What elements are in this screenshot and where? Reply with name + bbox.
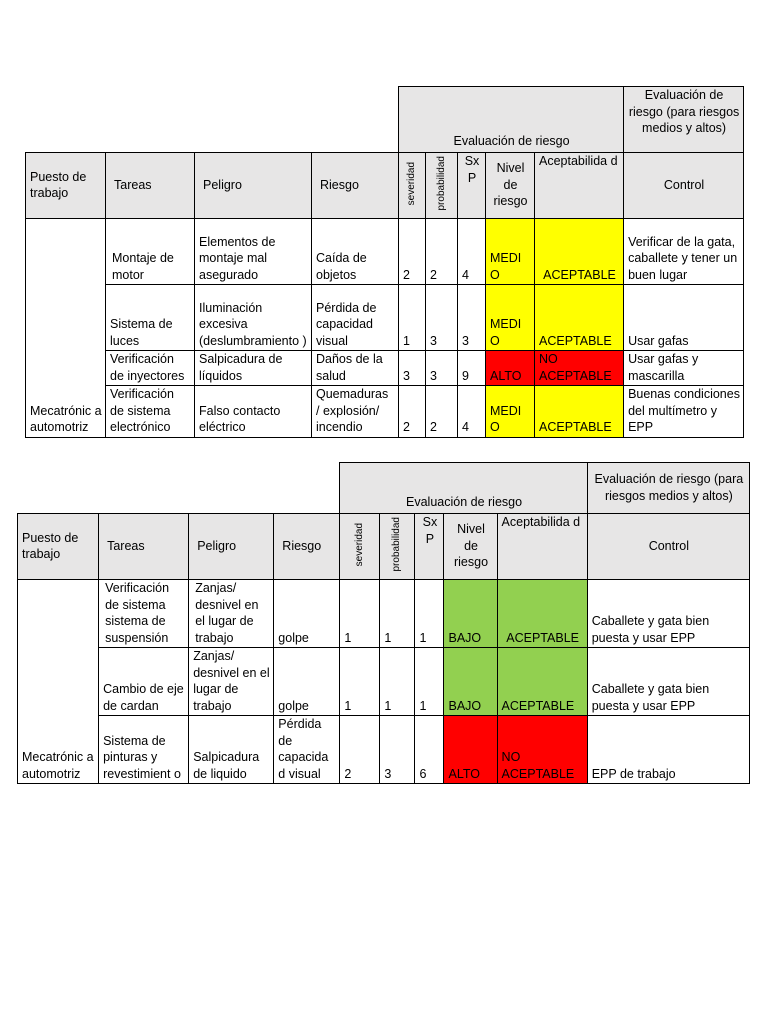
col-sxp-header: Sx P <box>415 514 444 580</box>
riesgo-cell: Pérdida de capacidad visual <box>312 285 399 351</box>
tarea-cell: Sistema de luces <box>106 285 195 351</box>
aceptabilidad-cell: ACEPTABLE <box>497 648 587 716</box>
riesgo-cell: Daños de la salud <box>312 351 399 386</box>
probabilidad-cell: 3 <box>426 285 458 351</box>
peligro-cell: Salpicadura de liquido <box>189 716 274 784</box>
col-riesgo-header: Riesgo <box>274 514 340 580</box>
control-cell: Usar gafas y mascarilla <box>624 351 744 386</box>
aceptabilidad-cell: NO ACEPTABLE <box>535 351 624 386</box>
col-puesto-header: Puesto de trabajo <box>18 514 99 580</box>
control-cell: Usar gafas <box>624 285 744 351</box>
sxp-cell: 6 <box>415 716 444 784</box>
col-sxp-header: Sx P <box>458 153 486 219</box>
aceptabilidad-cell: ACEPTABLE <box>535 285 624 351</box>
peligro-cell: Falso contacto eléctrico <box>195 386 312 438</box>
aceptabilidad-cell: NO ACEPTABLE <box>497 716 587 784</box>
risk-table-1 <box>25 86 744 438</box>
peligro-cell: Salpicadura de líquidos <box>195 351 312 386</box>
col-nivel-header: Nivel de riesgo <box>486 153 535 219</box>
nivel-cell: ALTO <box>444 716 497 784</box>
evaluation-header: Evaluación de riesgo <box>399 87 624 153</box>
col-aceptabilidad-header: Aceptabilida d <box>535 153 624 219</box>
riesgo-cell: Caída de objetos <box>312 219 399 285</box>
peligro-cell: Zanjas/ desnivel en el lugar de trabajo <box>189 580 274 648</box>
tarea-cell: Montaje de motor <box>106 219 195 285</box>
table-row <box>18 580 750 648</box>
table-row <box>26 285 744 351</box>
severidad-cell: 2 <box>340 716 380 784</box>
control-cell: EPP de trabajo <box>587 716 749 784</box>
col-control-header: Control <box>624 153 744 219</box>
col-severidad-header: severidad <box>340 514 380 580</box>
nivel-cell: ALTO <box>486 351 535 386</box>
col-aceptabilidad-header: Aceptabilida d <box>497 514 587 580</box>
sxp-cell: 3 <box>458 285 486 351</box>
control-cell: Caballete y gata bien puesta y usar EPP <box>587 648 749 716</box>
evaluation-medium-high-header: Evaluación de riesgo (para riesgos medios y altos) <box>587 463 749 514</box>
tarea-cell: Verificación de inyectores <box>106 351 195 386</box>
col-nivel-header: Nivel de riesgo <box>444 514 497 580</box>
peligro-cell: Elementos de montaje mal asegurado <box>195 219 312 285</box>
riesgo-cell: golpe <box>274 580 340 648</box>
aceptabilidad-cell: ACEPTABLE <box>535 386 624 438</box>
probabilidad-cell: 2 <box>426 219 458 285</box>
tarea-cell: Cambio de eje de cardan <box>99 648 189 716</box>
nivel-cell: MEDI O <box>486 285 535 351</box>
peligro-cell: Iluminación excesiva (deslumbramiento ) <box>195 285 312 351</box>
col-probabilidad-header: probabilidad <box>380 514 415 580</box>
col-peligro-header: Peligro <box>195 153 312 219</box>
risk-table-2 <box>17 462 750 784</box>
control-cell: Verificar de la gata, caballete y tener un buen lugar <box>624 219 744 285</box>
evaluation-header: Evaluación de riesgo <box>340 463 587 514</box>
severidad-cell: 1 <box>399 285 426 351</box>
col-severidad-header: severidad <box>399 153 426 219</box>
evaluation-medium-high-header: Evaluación de riesgo (para riesgos medios y altos) <box>624 87 744 153</box>
table-row <box>18 648 750 716</box>
col-riesgo-header: Riesgo <box>312 153 399 219</box>
probabilidad-cell: 1 <box>380 648 415 716</box>
aceptabilidad-cell: ACEPTABLE <box>497 580 587 648</box>
col-tareas-header: Tareas <box>99 514 189 580</box>
probabilidad-cell: 3 <box>426 351 458 386</box>
riesgo-cell: Quemaduras / explosión/ incendio <box>312 386 399 438</box>
probabilidad-cell: 1 <box>380 580 415 648</box>
sxp-cell: 4 <box>458 219 486 285</box>
sxp-cell: 1 <box>415 648 444 716</box>
nivel-cell: MEDI O <box>486 386 535 438</box>
severidad-cell: 2 <box>399 219 426 285</box>
table-row <box>26 351 744 386</box>
aceptabilidad-cell: ACEPTABLE <box>535 219 624 285</box>
nivel-cell: BAJO <box>444 580 497 648</box>
col-control-header: Control <box>587 514 749 580</box>
tarea-cell: Sistema de pinturas y revestimient o <box>99 716 189 784</box>
severidad-cell: 1 <box>340 648 380 716</box>
severidad-cell: 1 <box>340 580 380 648</box>
col-probabilidad-header: probabilidad <box>426 153 458 219</box>
col-peligro-header: Peligro <box>189 514 274 580</box>
probabilidad-cell: 3 <box>380 716 415 784</box>
puesto-cell: Mecatrónic a automotriz <box>18 580 99 784</box>
control-cell: Buenas condiciones del multímetro y EPP <box>624 386 744 438</box>
sxp-cell: 4 <box>458 386 486 438</box>
tarea-cell: Verificación de sistema electrónico <box>106 386 195 438</box>
riesgo-cell: golpe <box>274 648 340 716</box>
nivel-cell: MEDI O <box>486 219 535 285</box>
table-row <box>26 386 744 438</box>
tarea-cell: Verificación de sistema sistema de suspensión <box>99 580 189 648</box>
probabilidad-cell: 2 <box>426 386 458 438</box>
severidad-cell: 3 <box>399 351 426 386</box>
sxp-cell: 1 <box>415 580 444 648</box>
sxp-cell: 9 <box>458 351 486 386</box>
table-row <box>26 219 744 285</box>
col-tareas-header: Tareas <box>106 153 195 219</box>
control-cell: Caballete y gata bien puesta y usar EPP <box>587 580 749 648</box>
table-row <box>18 716 750 784</box>
nivel-cell: BAJO <box>444 648 497 716</box>
severidad-cell: 2 <box>399 386 426 438</box>
peligro-cell: Zanjas/ desnivel en el lugar de trabajo <box>189 648 274 716</box>
col-puesto-header: Puesto de trabajo <box>26 153 106 219</box>
riesgo-cell: Pérdida de capacida d visual <box>274 716 340 784</box>
puesto-cell: Mecatrónic a automotriz <box>26 219 106 438</box>
